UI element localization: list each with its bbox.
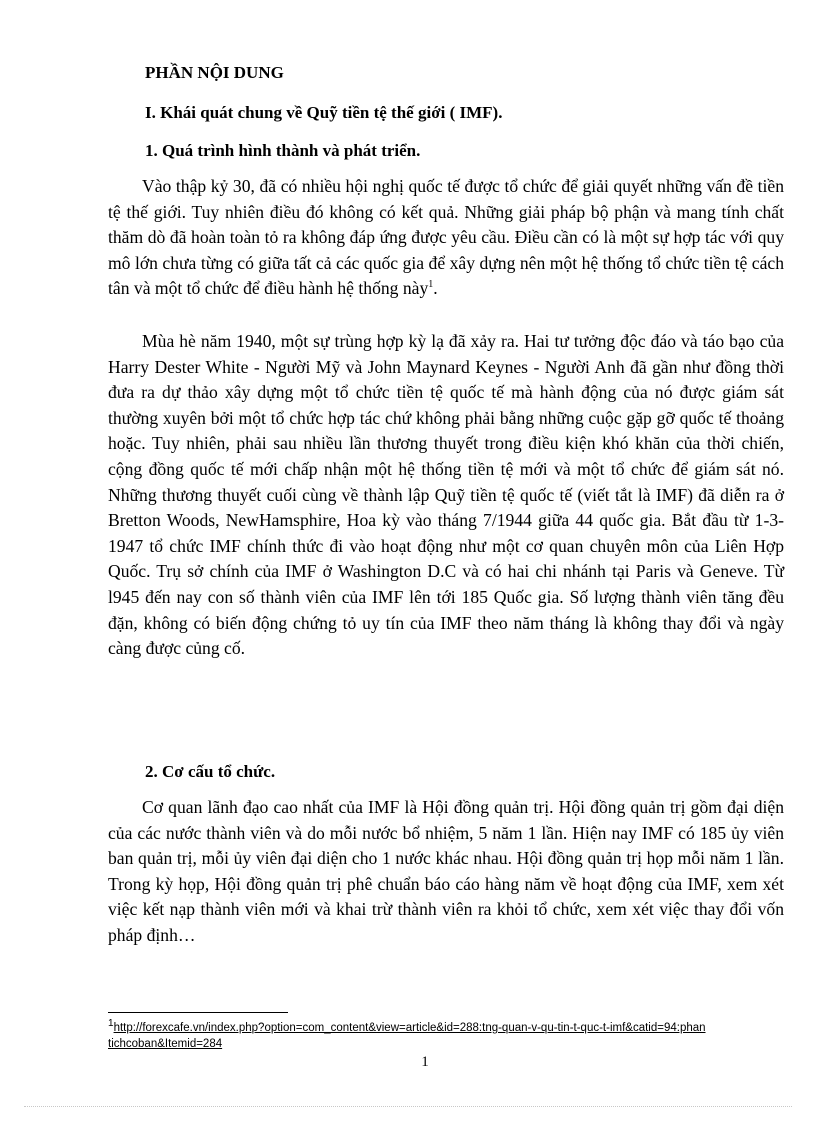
paragraph-1-end: . — [433, 278, 438, 299]
paragraph-3-text: Cơ quan lãnh đạo cao nhất của IMF là Hội đồng quản trị. Hội đồng quản trị gồm đại diện của các nước thành viên và do mỗi nước bổ nhiệm, 5 năm 1 lần. Hiện nay IMF có 185 ủy viên ban quản trị, mỗi ủy viên đại diện cho 1 nước khác nhau. Hội đồng quản trị họp mỗi năm 1 lần. Trong kỳ họp, Hội đồng quản trị phê chuẩn báo cáo hàng năm về hoạt động của IMF, xem xét việc kết nạp thành viên mới và khai trừ thành viên ra khỏi tổ chức, xem xét việc thay đổi vốn pháp định… — [108, 797, 784, 945]
paragraph-1-text: Vào thập kỷ 30, đã có nhiều hội nghị quốc tế được tổ chức để giải quyết những vấn đề tiền tệ thế giới. Tuy nhiên điều đó không có kết quả. Những giải pháp bộ phận và mang tính chất thăm dò đã hoàn toàn tỏ ra không đáp ứng được yêu cầu. Điều cần có là một sự hợp tác với quy mô lớn chưa từng có giữa tất cả các quốc gia để xây dựng nên một hệ thống tổ chức tiền tệ cách tân và một tổ chức để điều hành hệ thống này — [108, 176, 784, 299]
paragraph-2 — [108, 329, 784, 662]
paragraph-3 — [108, 795, 784, 949]
part-title: PHẦN NỘI DUNG — [145, 63, 284, 82]
footnote-number: 1 — [108, 1018, 114, 1030]
subsection-1-title: 1. Quá trình hình thành và phát triển. — [145, 141, 421, 160]
section-title: I. Khái quát chung về Quỹ tiền tệ thế giới ( IMF). — [145, 103, 503, 122]
paragraph-2-text: Mùa hè năm 1940, một sự trùng hợp kỳ lạ đã xảy ra. Hai tư tưởng độc đáo và táo bạo của Harry Dester White - Người Mỹ và John Maynard Keynes - Người Anh đã gần như đồng thời đưa ra dự thảo xây dựng một tổ chức tiền tệ quốc tế mà hành động của nó được giám sát thường xuyên bởi một tổ chức hợp tác chứ không phải bằng những cuộc gặp gỡ quốc tế thoảng hoặc. Tuy nhiên, phải sau nhiều lần thương thuyết trong điều kiện khó khăn của thời chiến, cộng đồng quốc tế mới chấp nhận một hệ thống tiền tệ mới và một tổ chức để giám sát nó. Những thương thuyết cuối cùng về thành lập Quỹ tiền tệ quốc tế (viết tắt là IMF) đã diễn ra ở Bretton Woods, NewHamsphire, Hoa kỳ vào tháng 7/1944 giữa 44 quốc gia. Bắt đầu từ 1-3-1947 tổ chức IMF chính thức đi vào hoạt động như một cơ quan chuyên môn của Liên Hợp Quốc. Trụ sở chính của IMF ở Washington D.C và có hai chi nhánh tại Paris và Geneve. Từ l945 đến nay con số thành viên của IMF lên tới 185 Quốc gia. Số lượng thành viên tăng đều đặn, không có biến động chứng tỏ uy tín của IMF theo năm tháng là không thay đổi và ngày càng được củng cố. — [108, 331, 784, 659]
footnote — [108, 1020, 708, 1052]
subsection-2-title: 2. Cơ cấu tổ chức. — [145, 762, 276, 781]
footnote-separator — [108, 1012, 288, 1013]
paragraph-1 — [108, 174, 784, 302]
footnote-reference[interactable]: 1 — [428, 279, 434, 291]
page-bottom-edge — [24, 1106, 792, 1107]
page-number: 1 — [421, 1054, 429, 1070]
footnote-link[interactable]: http://forexcafe.vn/index.php?option=com_content&view=article&id=288:tng-quan-v-qu-tin-t-quc-t-imf&catid=94:phantichcoban&Itemid=284 — [108, 1022, 706, 1050]
